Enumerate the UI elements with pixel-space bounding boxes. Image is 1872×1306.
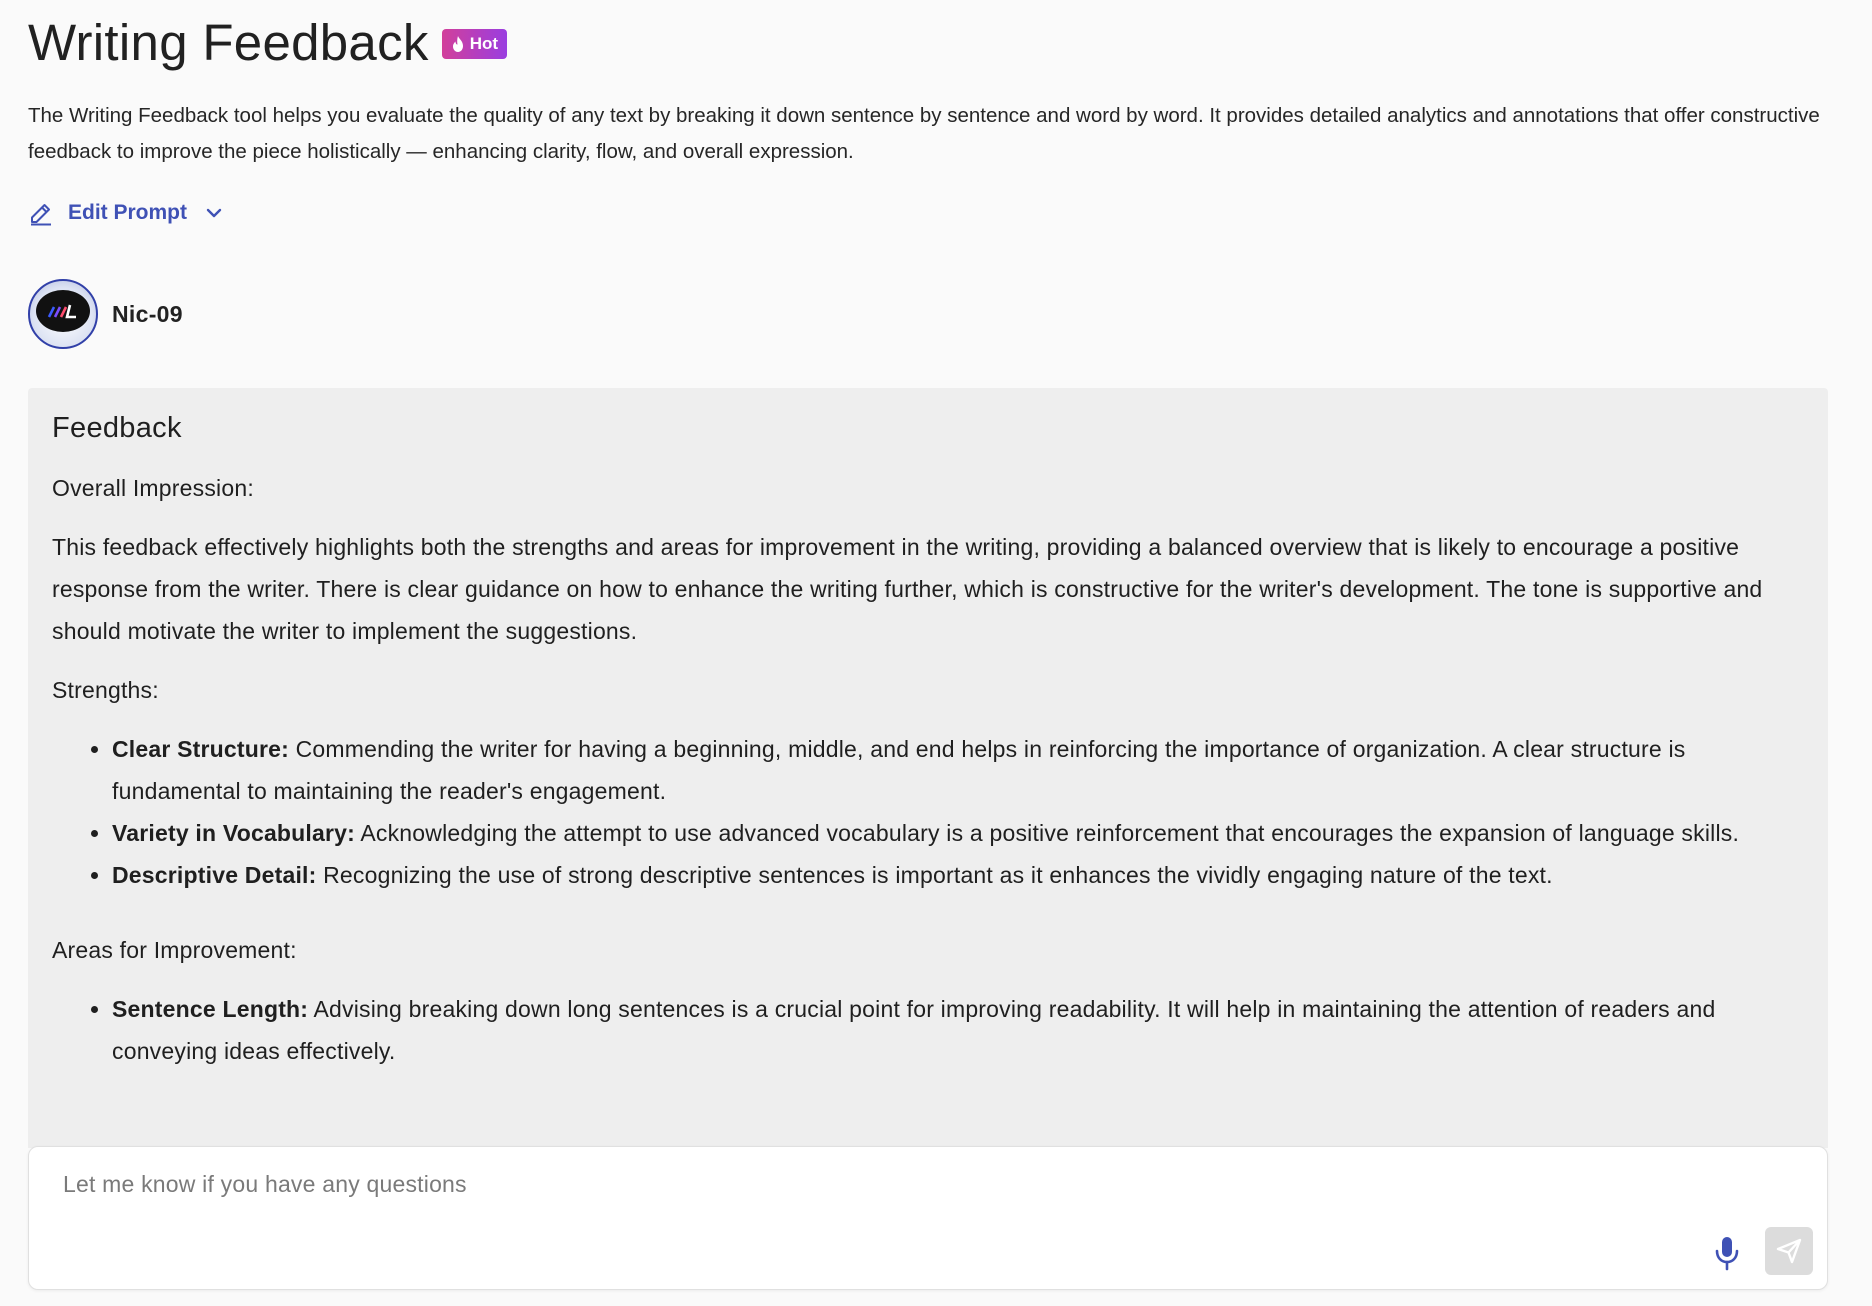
- item-text: Recognizing the use of strong descriptive sentences is important as it enhances the vividly engaging nature of the text.: [316, 862, 1553, 888]
- improvement-heading: Areas for Improvement:: [52, 937, 297, 963]
- microphone-button[interactable]: [1709, 1233, 1745, 1273]
- page-title: Writing Feedback: [28, 13, 429, 71]
- edit-prompt-label: Edit Prompt: [68, 201, 187, 224]
- avatar: [28, 279, 98, 349]
- feedback-title: Feedback: [52, 412, 182, 444]
- item-label: Descriptive Detail:: [112, 862, 317, 888]
- improvements-list: [52, 988, 1804, 1072]
- send-button[interactable]: [1765, 1227, 1813, 1275]
- edit-prompt-button[interactable]: [28, 196, 228, 230]
- item-label: Sentence Length:: [112, 996, 309, 1022]
- chat-input[interactable]: [61, 1169, 1715, 1233]
- item-text: Advising breaking down long sentences is a crucial point for improving readability. It will help in maintaining the attention of readers and conveying ideas effectively.: [112, 996, 1716, 1064]
- title-row: [28, 12, 1828, 72]
- feedback-content: [28, 388, 1828, 1072]
- feedback-panel: [28, 388, 1828, 1148]
- list-item: [112, 812, 1804, 854]
- chevron-down-icon: [203, 202, 225, 224]
- page: [28, 0, 1828, 351]
- tool-description: The Writing Feedback tool helps you evaluate the quality of any text by breaking it down sentence by sentence and word by word. It provides detailed analytics and annotations that offer constructive feedback to improve the piece holistically — enhancing clarity, flow, and overall expression.: [28, 104, 1820, 163]
- username: Nic-09: [112, 300, 183, 327]
- send-icon: [1775, 1237, 1803, 1265]
- avatar-logo-icon: [36, 290, 90, 332]
- microphone-icon: [1713, 1235, 1741, 1271]
- item-text: Acknowledging the attempt to use advanced vocabulary is a positive reinforcement that encourages the expansion of language skills.: [355, 820, 1740, 846]
- list-item: [112, 854, 1804, 896]
- pencil-icon: [28, 200, 54, 226]
- list-item: [112, 988, 1804, 1072]
- message-author: [28, 277, 1828, 351]
- list-item: [112, 728, 1804, 812]
- item-text: Commending the writer for having a beginning, middle, and end helps in reinforcing the importance of organization. A clear structure is fundamental to maintaining the reader's engagement.: [112, 736, 1686, 804]
- hot-badge: [442, 29, 507, 59]
- fire-icon: [451, 35, 465, 53]
- item-label: Clear Structure:: [112, 736, 290, 762]
- hot-badge-label: Hot: [469, 34, 499, 53]
- strengths-heading: Strengths:: [52, 677, 159, 703]
- overall-text: This feedback effectively highlights both the strengths and areas for improvement in the writing, providing a balanced overview that is likely to encourage a positive response from the writer. There is clear guidance on how to enhance the writing further, which is constructive for the writer's development. The tone is supportive and should motivate the writer to implement the suggestions.: [52, 534, 1763, 644]
- item-label: Variety in Vocabulary:: [112, 820, 356, 846]
- overall-heading: Overall Impression:: [52, 475, 254, 501]
- strengths-list: [52, 728, 1804, 896]
- chat-input-box: [28, 1146, 1828, 1290]
